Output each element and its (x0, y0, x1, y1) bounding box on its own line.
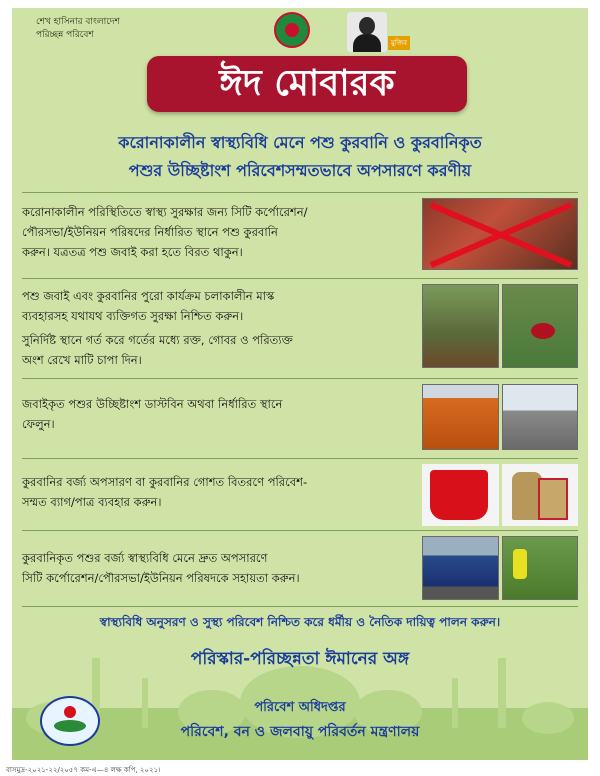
government-emblem-icon (274, 12, 310, 48)
department-name: পরিবেশ অধিদপ্তর (254, 700, 346, 715)
prohibited-slaughter-photo (422, 198, 578, 270)
buried-pit-photo (502, 284, 579, 368)
garbage-truck-photo (422, 536, 499, 600)
guideline-text: সিটি কর্পোরেশন/পৌরসভা/ইউনিয়ন পরিষদকে সহায়তা করুন। (22, 571, 300, 585)
digging-pit-photo (422, 284, 499, 368)
mujib-logo: মুজিব (388, 36, 410, 50)
guideline-text: ব্যবহারসহ যথাযথ ব্যক্তিগত সুরক্ষা নিশ্চিত করুন। (22, 309, 244, 323)
jute-bags-photo (502, 464, 579, 526)
header-slogan-line2: পরিচ্ছন্ন পরিবেশ (36, 30, 94, 40)
header-slogan-line1: শেখ হাসিনার বাংলাদেশ (36, 17, 120, 27)
divider (22, 606, 578, 607)
guideline-item-4 (22, 464, 578, 528)
divider (22, 192, 578, 193)
ministry-name: পরিবেশ, বন ও জলবায়ু পরিবর্তন মন্ত্রণালয় (180, 724, 420, 740)
guideline-item-2 (22, 284, 578, 372)
header-slogan (36, 16, 120, 42)
guideline-text: জবাইকৃত পশুর উচ্ছিষ্টাংশ ডাস্টবিন অথবা নির্ধারিত স্থানে (22, 397, 283, 411)
appeal-text: স্বাস্থ্যবিধি অনুসরণ ও সুস্থ্য পরিবেশ নিশ্চিত করে ধর্মীয় ও নৈতিক দায়িত্ব পালন করুন। (99, 615, 501, 629)
guideline-text: পশু জবাই এবং কুরবানির পুরো কার্যক্রম চলাকালীন মাস্ক (22, 289, 275, 303)
guideline-text: সম্মত ব্যাগ/পাত্র ব্যবহার করুন। (22, 495, 162, 509)
red-bucket-photo (422, 464, 499, 526)
guideline-text: কুরবানির বর্জ্য অপসারণ বা কুরবানির গোশত বিতরণে পরিবেশ- (22, 475, 308, 489)
spraying-worker-photo (502, 536, 579, 600)
guideline-text: সুনির্দিষ্ট স্থানে গর্ত করে গর্তের মধ্যে রক্ত, গোবর ও পরিত্যক্ত (22, 333, 293, 347)
print-info: বাসমুদ্র-২০২১-২২/২০৫৭ কম-এ—৪ লক্ষ কপি, ২০২১। (6, 766, 161, 774)
divider (22, 378, 578, 379)
waste-container-photo (422, 384, 499, 450)
guideline-item-3 (22, 384, 578, 452)
subtitle-line1: করোনাকালীন স্বাস্থ্যবিধি মেনে পশু কুরবানি ও কুরবানিকৃত (118, 133, 482, 152)
portrait-image (347, 12, 387, 52)
subtitle-line2: পশুর উচ্ছিষ্টাংশ পরিবেশসম্মতভাবে অপসারণে করণীয় (128, 161, 472, 180)
guideline-text: অংশ রেখে মাটি চাপা দিন। (22, 353, 142, 367)
guideline-item-1 (22, 198, 578, 272)
guideline-text: করোনাকালীন পরিস্থিতিতে স্বাস্থ্য সুরক্ষার জন্য সিটি কর্পোরেশন/ (22, 205, 308, 219)
divider (22, 278, 578, 279)
eid-mubarak-banner: ঈদ মোবারক (147, 56, 467, 112)
divider (22, 530, 578, 531)
guideline-text: কুরবানিকৃত পশুর বর্জ্য স্বাস্থ্যবিধি মেনে দ্রুত অপসারণে (22, 551, 268, 565)
guideline-text: করুন। যত্রতত্র পশু জবাই করা হতে বিরত থাকুন। (22, 245, 243, 259)
guideline-text: ফেলুন। (22, 417, 55, 431)
guideline-item-5 (22, 536, 578, 602)
guideline-text: পৌরসভা/ইউনিয়ন পরিষদের নির্ধারিত স্থানে পশু কুরবানি (22, 225, 278, 239)
slogan-text: পরিস্কার-পরিচ্ছন্নতা ঈমানের অঙ্গ (190, 649, 410, 669)
dustbin-area-photo (502, 384, 579, 450)
poster (12, 8, 588, 760)
divider (22, 458, 578, 459)
